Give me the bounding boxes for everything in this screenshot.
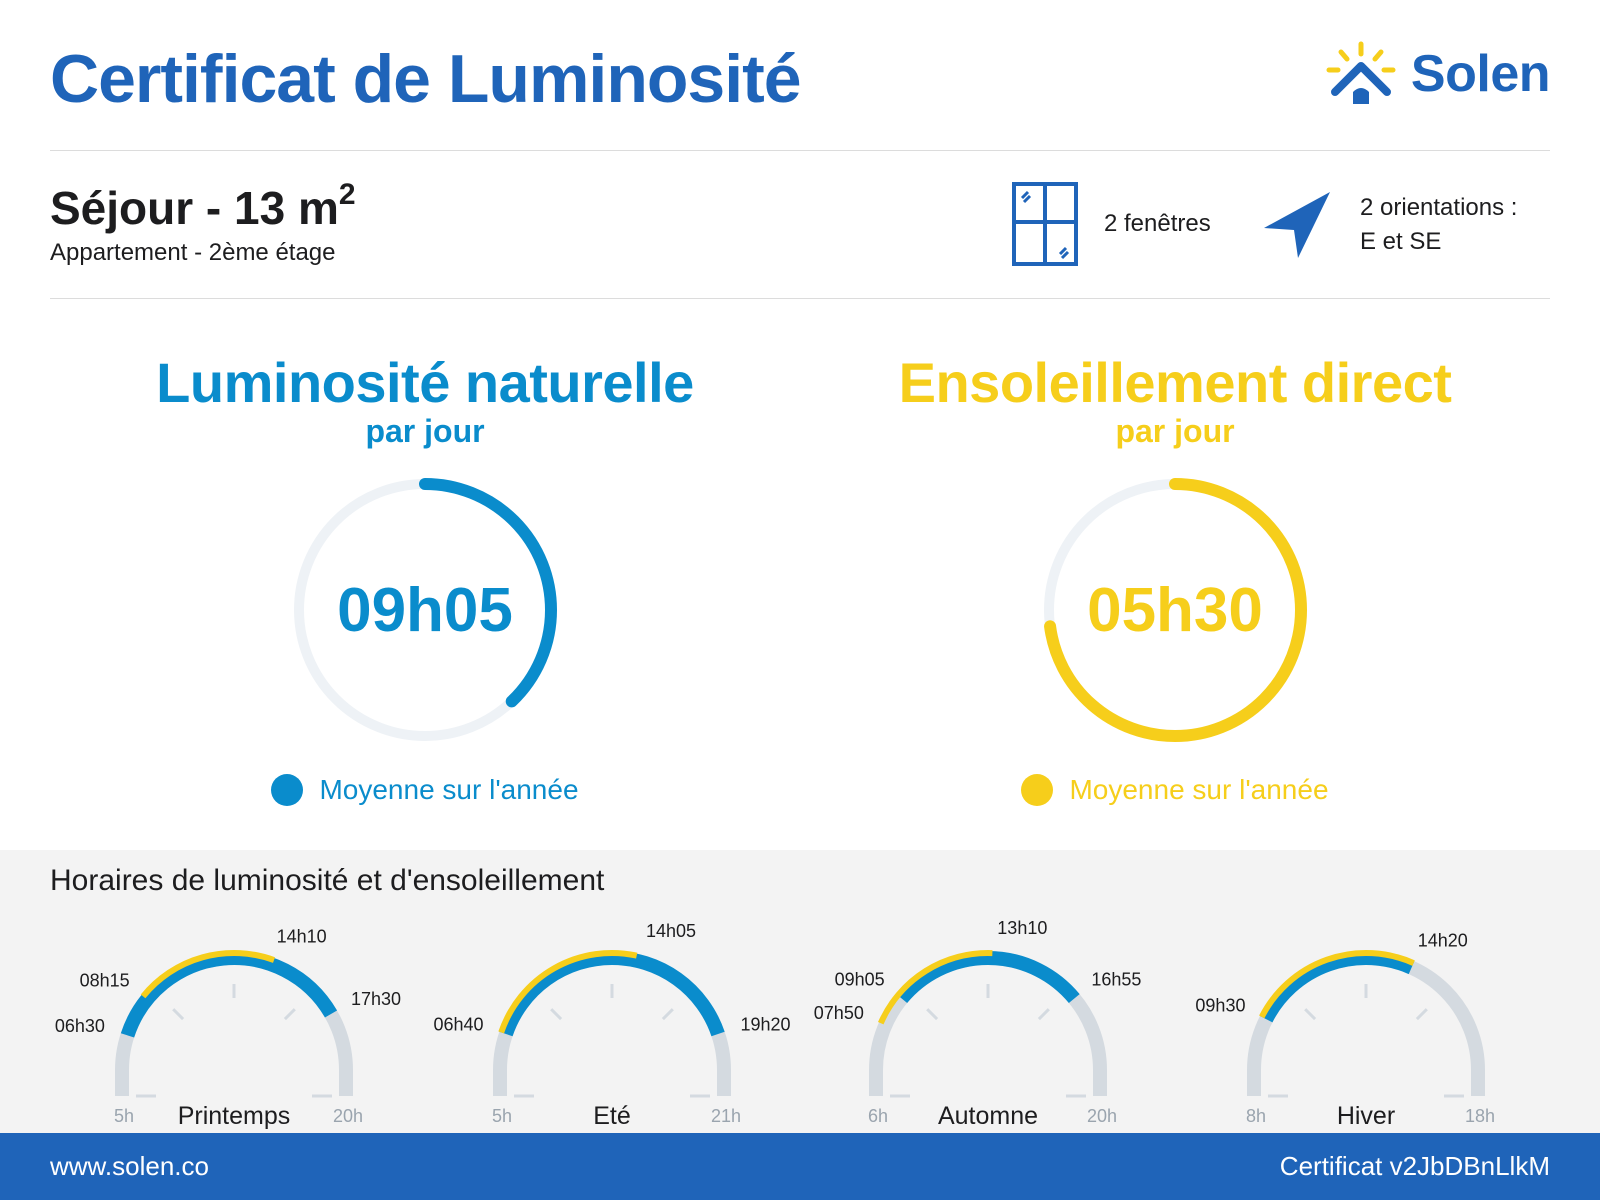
- gauge-time-label: 16h55: [1091, 969, 1142, 990]
- orientation-line-1: 2 orientations :: [1360, 194, 1518, 221]
- gauge-time-label: 17h30: [350, 989, 402, 1009]
- gauge-tick: [1305, 1009, 1315, 1019]
- room-name: Séjour - 13 $m^2$: [50, 178, 356, 234]
- gauge-start-label: 5h: [491, 1106, 513, 1126]
- gauge-end-label: 18h: [1464, 1106, 1496, 1126]
- certificate-id: Certificat v2JbDBnLlkM: [1279, 1151, 1550, 1181]
- gauge-season-name: Hiver: [1336, 1102, 1396, 1130]
- gauge-track: [500, 958, 724, 1070]
- page-title: Certificat de Luminosité: [50, 41, 801, 117]
- gauge-track: [876, 958, 1100, 1070]
- gauge-end-label: 20h: [1086, 1106, 1118, 1126]
- gauge-time-label: 06h30: [54, 1016, 105, 1037]
- page-footer: [0, 1133, 1600, 1200]
- gauge-tick: [1039, 1009, 1049, 1019]
- direct-sun-value: 05h30: [1087, 575, 1263, 645]
- divider: [50, 150, 1550, 151]
- gauge-end-label: 21h: [710, 1106, 742, 1126]
- gauge-track: [1254, 958, 1478, 1070]
- gauge-time-label: 14h20: [1417, 930, 1468, 951]
- direct-sun-ring: [1035, 470, 1315, 750]
- gauge-time-label: 09h30: [1195, 995, 1246, 1016]
- direct-sun-metric: [855, 350, 1495, 806]
- direct-sun-title: Ensoleillement direct: [898, 351, 1452, 414]
- gauge-time-label: 19h20: [740, 1014, 791, 1035]
- room-info: [50, 178, 356, 267]
- direct-sun-legend-label: Moyenne sur l'année: [1069, 774, 1329, 805]
- natural-light-metric: [105, 350, 745, 806]
- gauge-light-arc: [1266, 958, 1411, 1019]
- navigation-arrow-icon: [1262, 190, 1332, 260]
- schedule-title: Horaires de luminosité et d'ensoleillement: [50, 864, 605, 897]
- schedule-section: [0, 850, 1600, 1133]
- orientation-line-2: E et SE: [1360, 228, 1442, 255]
- gauge-time-label: 09h05: [834, 969, 885, 990]
- natural-light-title: Luminosité naturelle: [156, 351, 694, 414]
- gauge-end-label: 20h: [332, 1106, 364, 1126]
- direct-sun-legend: [855, 774, 1495, 806]
- windows-info: [1012, 182, 1211, 266]
- direct-sun-subtitle: par jour: [1115, 413, 1235, 449]
- windows-count: 2 fenêtres: [1104, 210, 1211, 237]
- natural-light-legend-label: Moyenne sur l'année: [319, 774, 579, 805]
- gauge-tick: [285, 1009, 295, 1019]
- gauge-tick: [927, 1009, 937, 1019]
- gauge-time-label: 14h10: [276, 926, 327, 947]
- gauge-start-label: 8h: [1245, 1106, 1267, 1126]
- legend-dot-icon: [271, 774, 303, 806]
- gauge-time-label: 07h50: [813, 1003, 864, 1024]
- gauge-time-label: 06h40: [433, 1014, 484, 1035]
- natural-light-ring: [285, 470, 565, 750]
- sun-house-icon: [1325, 40, 1397, 108]
- legend-dot-icon: [1021, 774, 1053, 806]
- gauge-season-name: Automne: [937, 1102, 1039, 1130]
- gauge-season-name: Eté: [593, 1102, 631, 1130]
- brand-name: Solen: [1410, 45, 1550, 103]
- gauge-tick: [1417, 1009, 1427, 1019]
- gauge-time-label: 08h15: [79, 970, 130, 991]
- brand-logo: [1325, 40, 1550, 108]
- gauge-time-label: 13h10: [997, 918, 1048, 939]
- gauge-tick: [663, 1009, 673, 1019]
- room-subtitle: Appartement - 2ème étage: [50, 239, 336, 266]
- gauge-light-arc: [127, 958, 331, 1035]
- gauge-start-label: 6h: [867, 1106, 889, 1126]
- gauge-season-name: Printemps: [177, 1102, 291, 1130]
- natural-light-subtitle: par jour: [365, 413, 485, 449]
- gauge-time-label: 14h05: [645, 921, 697, 942]
- divider: [50, 298, 1550, 299]
- gauge-tick: [173, 1009, 183, 1019]
- page-header: [50, 0, 1550, 150]
- gauge-tick: [551, 1009, 561, 1019]
- natural-light-value: 09h05: [337, 575, 513, 645]
- gauge-start-label: 5h: [113, 1106, 135, 1126]
- orientation-info: [1262, 190, 1517, 260]
- season-gauges: [0, 850, 1600, 1133]
- gauge-track: [122, 958, 346, 1070]
- website-link[interactable]: www.solen.co: [50, 1151, 209, 1181]
- window-icon: [1012, 182, 1078, 266]
- orientation-text: [1360, 191, 1517, 259]
- area-exponent: 2: [338, 178, 356, 211]
- natural-light-legend: [105, 774, 745, 806]
